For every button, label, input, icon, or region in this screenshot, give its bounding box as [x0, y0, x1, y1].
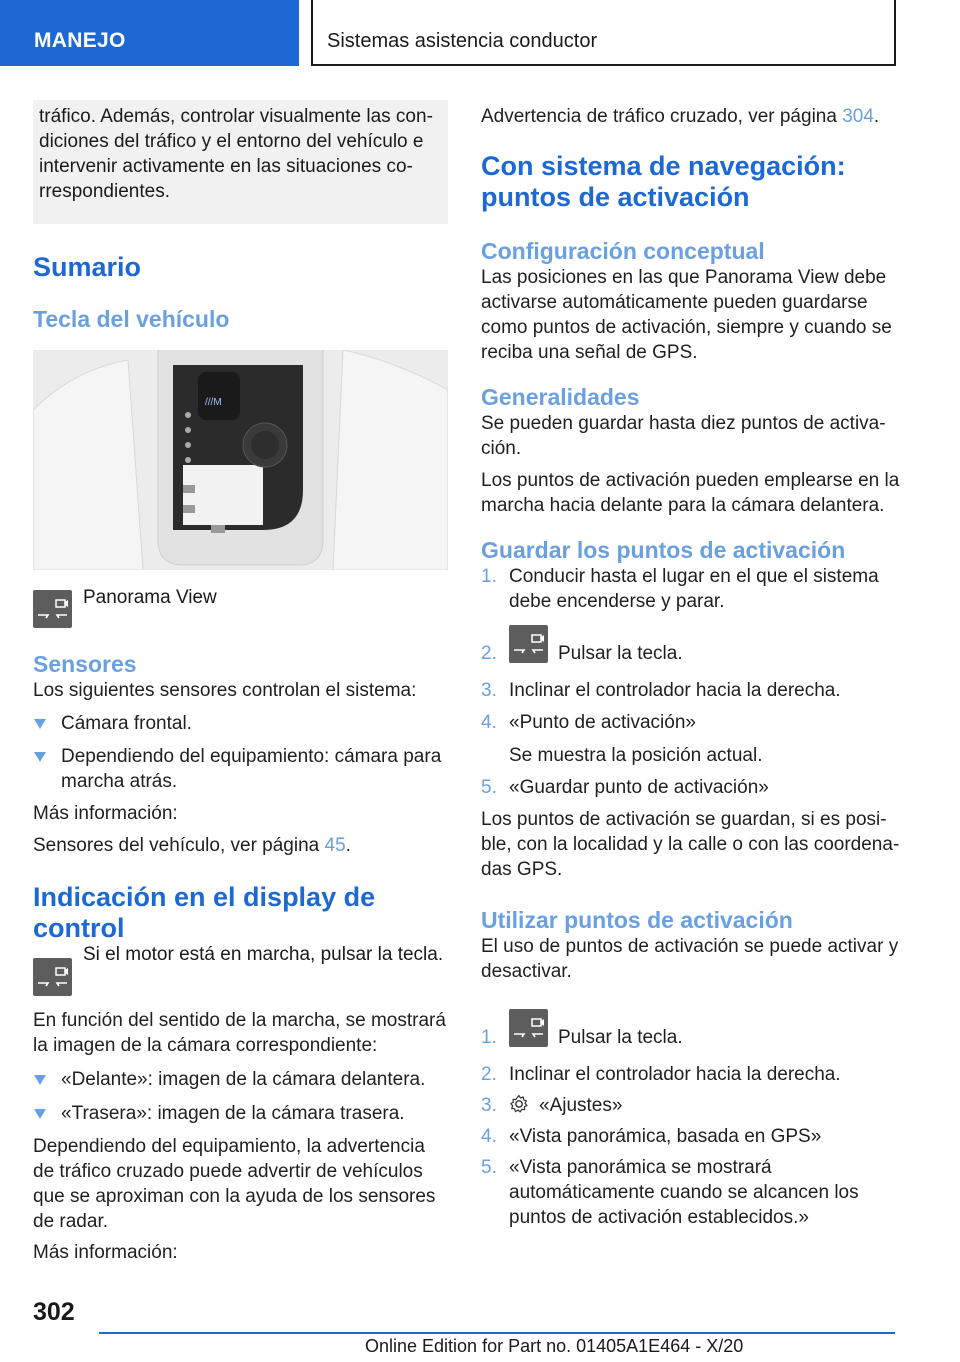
section-title: Sistemas asistencia conductor [327, 30, 598, 52]
advertencia-reference [481, 104, 901, 129]
key-row [33, 587, 448, 634]
right-column [481, 100, 901, 1230]
key-caption: Panorama View [83, 587, 217, 608]
camera-key-icon[interactable] [33, 958, 72, 996]
generalidades-paragraph-2: Los puntos de activación pueden emplearse en la marcha hacia delante para la cámara delantera. [481, 470, 900, 516]
equipamiento-paragraph: Dependiendo del equipamiento, la advertencia de tráfico cruzado puede advertir de vehículos que se aproximan con la ayuda de los sensores de radar. [33, 1136, 436, 1232]
footer-edition: Online Edition for Part no. 01405A1E464 - X/20 [365, 1336, 744, 1356]
step-subtext: Se muestra la posición actual. [509, 745, 763, 766]
camera-key-icon[interactable] [33, 590, 72, 628]
sensores-list [33, 711, 448, 794]
mas-info-label-2: Más información: [33, 1242, 178, 1263]
step-number: 5. [481, 777, 497, 798]
heading-navegacion: Con sistema de navegación: puntos de activación [481, 151, 846, 212]
svg-text:///M: ///M [205, 397, 222, 408]
list-item-text: Dependiendo del equipamiento: cámara para marcha atrás. [61, 746, 442, 792]
step-number: 1. [481, 1027, 497, 1048]
step-text: «Vista panorámica, basada en GPS» [509, 1126, 822, 1147]
list-item [33, 1067, 448, 1092]
list-item-text: «Delante»: imagen de la cámara delantera. [61, 1069, 426, 1090]
heading-generalidades: Generalidades [481, 384, 640, 410]
indicacion-key-text: Si el motor está en marcha, pulsar la tecla. [83, 944, 444, 965]
step-number: 4. [481, 1126, 497, 1147]
list-item [33, 711, 448, 736]
section-header [311, 0, 896, 66]
bullet-triangle-icon [34, 1075, 46, 1085]
heading-tecla: Tecla del vehículo [33, 306, 230, 332]
guardar-steps [481, 564, 901, 800]
reference-text: Advertencia de tráfico cruzado, ver página [481, 106, 843, 127]
reference-text: Sensores del vehículo, ver página [33, 835, 325, 856]
guardar-paragraph: Los puntos de activación se guardan, si es posible, con la localidad y la calle o con las coordenadas GPS. [481, 809, 900, 880]
step-item [481, 564, 901, 614]
step-number: 2. [481, 643, 497, 664]
reference-period: . [345, 835, 351, 856]
center-console-photo [33, 350, 448, 570]
step-text: «Guardar punto de activación» [509, 777, 769, 798]
step-number: 3. [481, 680, 497, 701]
step-item [481, 1093, 901, 1118]
list-item [33, 1101, 448, 1126]
camera-key-icon[interactable] [509, 1009, 548, 1047]
page-link[interactable]: 304 [842, 106, 874, 127]
heading-sensores: Sensores [33, 651, 137, 677]
step-text: «Vista panorámica se mostrará automáticamente cuando se alcancen los puntos de activación establecidos.» [509, 1157, 859, 1228]
step-number: 2. [481, 1064, 497, 1085]
page-number: 302 [33, 1298, 75, 1326]
step-number: 3. [481, 1095, 497, 1116]
step-item [481, 775, 901, 800]
heading-utilizar: Utilizar puntos de activación [481, 907, 793, 933]
mas-info-label: Más información: [33, 803, 178, 824]
utilizar-paragraph: El uso de puntos de activación se puede activar y desactivar. [481, 936, 899, 982]
step-number: 1. [481, 566, 497, 587]
list-item-text: Cámara frontal. [61, 713, 192, 734]
step-item [481, 1155, 901, 1230]
indicacion-paragraph: En función del sentido de la marcha, se mostrará la imagen de la cámara correspondiente: [33, 1010, 446, 1056]
footer-divider [99, 1332, 895, 1334]
list-item [33, 744, 448, 794]
reference-period: . [873, 106, 880, 127]
utilizar-steps [481, 1009, 901, 1230]
step-text: Inclinar el controlador hacia la derecha. [509, 1064, 841, 1085]
generalidades-paragraph-1: Se pueden guardar hasta diez puntos de activación. [481, 413, 886, 459]
step-item [481, 678, 901, 703]
step-item [481, 1124, 901, 1149]
step-text: Conducir hasta el lugar en el que el sistema debe encenderse y parar. [509, 566, 879, 612]
step-text: Pulsar la tecla. [558, 643, 683, 664]
step-item [481, 1062, 901, 1087]
step-text: «Punto de activación» [509, 712, 696, 733]
chapter-tab[interactable] [0, 0, 299, 66]
bullet-triangle-icon [34, 719, 46, 729]
indicacion-key-row [33, 944, 448, 1000]
heading-guardar: Guardar los puntos de activación [481, 537, 846, 563]
sensores-intro: Los siguientes sensores controlan el sistema: [33, 680, 417, 701]
sensores-reference [33, 833, 448, 858]
heading-sumario: Sumario [33, 252, 142, 282]
step-number: 5. [481, 1157, 497, 1178]
center-console-illustration [33, 350, 448, 570]
step-item [481, 625, 901, 669]
step-text: Pulsar la tecla. [558, 1027, 683, 1048]
bullet-triangle-icon [34, 1109, 46, 1119]
indicacion-list [33, 1067, 448, 1126]
step-text: «Ajustes» [539, 1095, 623, 1116]
left-column [33, 100, 448, 1265]
list-item-text: «Trasera»: imagen de la cámara trasera. [61, 1103, 405, 1124]
chapter-tab-label: MANEJO [34, 29, 126, 52]
camera-key-icon[interactable] [509, 625, 548, 663]
heading-indicacion: Indicación en el display de control [33, 882, 376, 943]
bullet-triangle-icon [34, 752, 46, 762]
step-item [481, 710, 901, 768]
heading-configuracion: Configuración conceptual [481, 238, 765, 264]
continued-note: tráfico. Además, controlar visualmente las condiciones del tráfico y el entorno del vehículo e intervenir activamente en las situaciones correspondientes. [33, 100, 448, 224]
page-link[interactable]: 45 [324, 835, 346, 856]
configuracion-paragraph: Las posiciones en las que Panorama View debe activarse automáticamente pueden guardarse como puntos de activación, siempre y cuando se reciba una señal de GPS. [481, 267, 892, 363]
step-number: 4. [481, 712, 497, 733]
step-text: Inclinar el controlador hacia la derecha. [509, 680, 841, 701]
step-item [481, 1009, 901, 1053]
gear-icon [509, 1094, 529, 1114]
